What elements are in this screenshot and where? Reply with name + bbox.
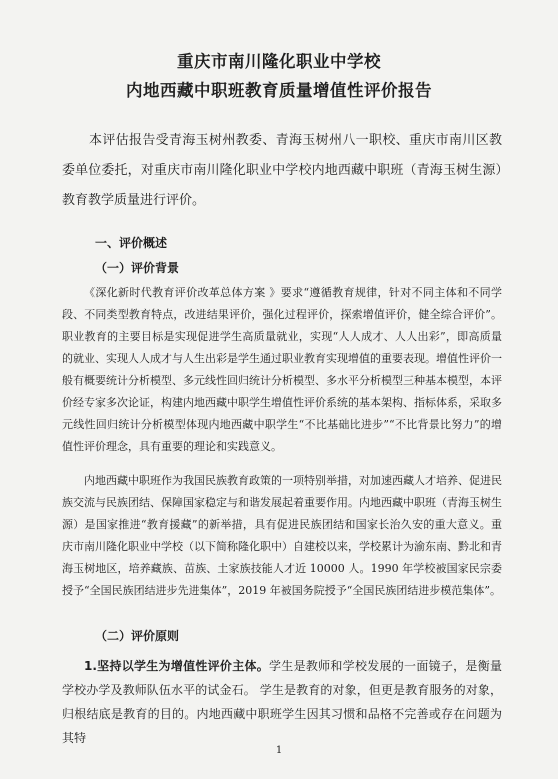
body-paragraph-principle-1	[62, 654, 502, 750]
principle-1-text: 学生是教师和学校发展的一面镜子，是衡量学校办学及教师队伍水平的试金石。 学生是教育的对象，但更是教育服务的对象，归根结底是教育的目的。内地西藏中职班学生因其习惯和品格不完善或存在问题为其特	[62, 659, 502, 745]
page-number: 1	[275, 745, 283, 756]
subsection-heading-principles: （二）评价原则	[95, 629, 180, 643]
document-title-line1: 重庆市南川隆化职业中学校	[177, 52, 381, 71]
document-title-line2: 内地西藏中职班教育质量增值性评价报告	[126, 81, 432, 100]
body-paragraph-background: 《深化新时代教育评价改革总体方案 》要求“遵循教育规律，针对不同主体和不同学段、不同类型教育特点，改进结果评价，强化过程评价，探索增值评价，健全综合评价”。职业教育的主要目标是实现促进学生高质量就业，实现“人人成才、人人出彩”，即高质量的就业、实现人人成才与人生出彩是学生通过职业教育实现增值的重要表现。增值性评价一般有概要统计分析模型、多元线性回归统计分析模型、多水平分析模型三种基本模型，本评价经专家多次论证，构建内地西藏中职学生增值性评价系统的基本架构、指标体系，采取多元线性回归统计分析模型体现内地西藏中职学生“不比基础比进步”“不比背景比努力”的增值性评价理念，具有重要的理论和实践意义。	[62, 286, 502, 453]
principle-1-lead: 1.坚持以学生为增值性评价主体。	[84, 659, 270, 673]
body-paragraph-tibet-class: 内地西藏中职班作为我国民族教育政策的一项特别举措，对加速西藏人才培养、促进民族交流与民族团结、保障国家稳定与和谐发展起着重要作用。内地西藏中职班（青海玉树生源）是国家推进“教育援藏”的新举措，具有促进民族团结和国家长治久安的重大意义。重庆市南川隆化职业中学校（以下简称隆化职中）自建校以来，学校累计为渝东南、黔北和青海玉树地区，培养藏族、苗族、土家族技能人才近 10000 人。1990 年学校被国家民宗委授予“全国民族团结进步先进集体”，2019 年被国务院授予“全国民族团结进步模范集体”。	[62, 474, 502, 597]
intro-paragraph: 本评估报告受青海玉树州教委、青海玉树州八一职校、重庆市南川区教委单位委托，对重庆市南川隆化职业中学校内地西藏中职班（青海玉树生源）教育教学质量进行评价。	[62, 133, 502, 208]
section-heading-overview: 一、评价概述	[95, 236, 168, 250]
subsection-heading-background: （一）评价背景	[95, 261, 180, 275]
